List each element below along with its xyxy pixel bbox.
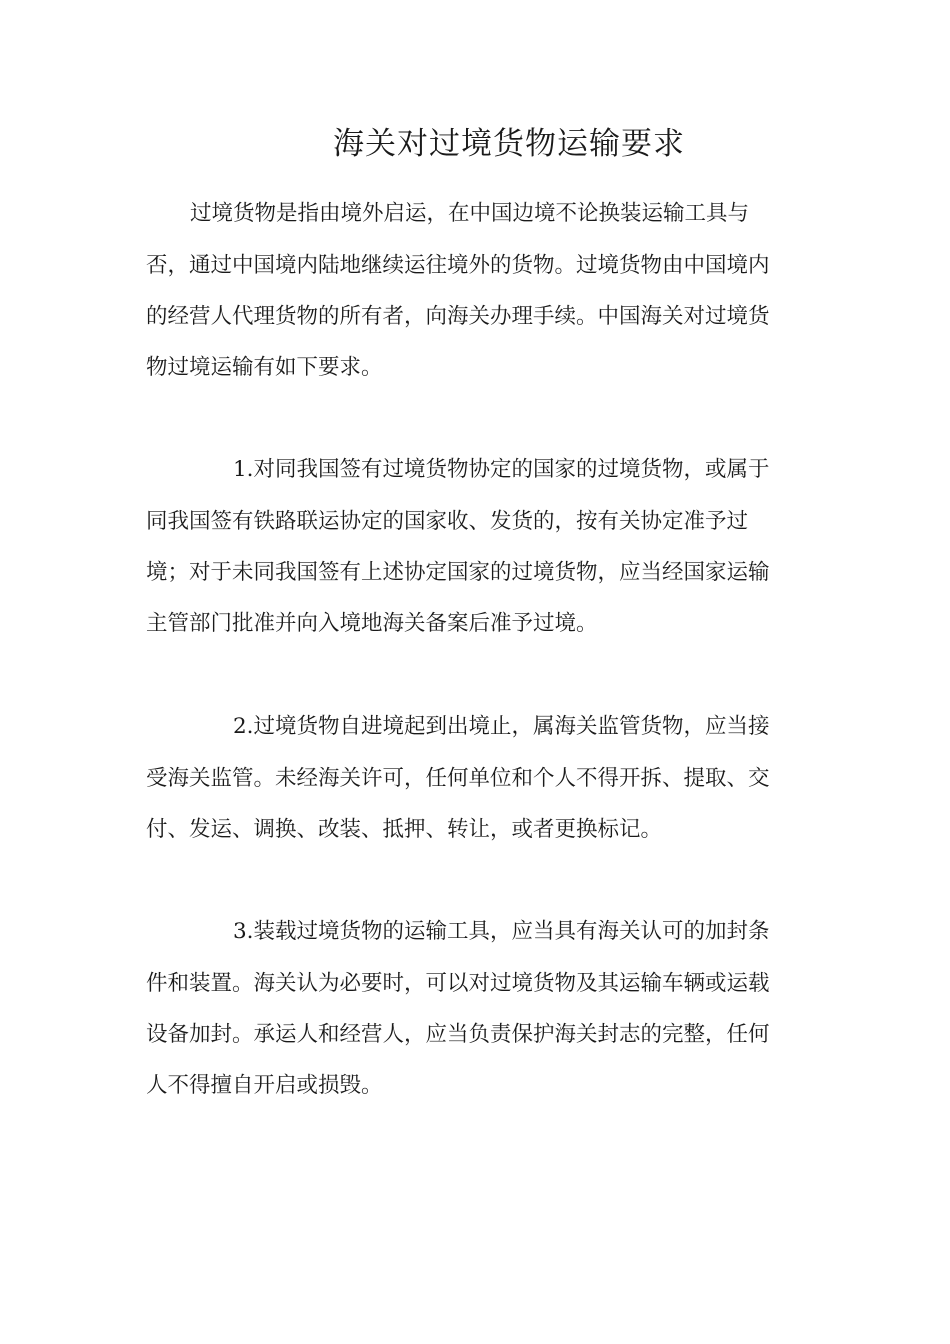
item-3-line: 设备加封。承运人和经营人，应当负责保护海关封志的完整，任何	[146, 1022, 770, 1047]
item-1-line: 同我国签有铁路联运协定的国家收、发货的，按有关协定准予过	[146, 509, 749, 534]
item-1-line: 1.对同我国签有过境货物协定的国家的过境货物，或属于	[233, 457, 770, 482]
intro-line: 过境货物是指由境外启运，在中国边境不论换装运输工具与	[190, 201, 750, 226]
item-2-line: 2.过境货物自进境起到出境止，属海关监管货物，应当接	[233, 714, 770, 739]
item-3-line: 件和装置。海关认为必要时，可以对过境货物及其运输车辆或运载	[146, 971, 770, 996]
item-2-line: 受海关监管。未经海关许可，任何单位和个人不得开拆、提取、交	[146, 766, 770, 791]
document-title: 海关对过境货物运输要求	[333, 126, 685, 162]
intro-line: 否，通过中国境内陆地继续运往境外的货物。过境货物由中国境内	[146, 253, 770, 278]
item-3-line: 3.装载过境货物的运输工具，应当具有海关认可的加封条	[233, 919, 770, 944]
item-1-line: 主管部门批准并向入境地海关备案后准予过境。	[146, 611, 598, 636]
item-2-line: 付、发运、调换、改装、抵押、转让，或者更换标记。	[146, 817, 663, 842]
item-3-line: 人不得擅自开启或损毁。	[146, 1073, 383, 1098]
intro-line: 的经营人代理货物的所有者，向海关办理手续。中国海关对过境货	[146, 304, 770, 329]
intro-line: 物过境运输有如下要求。	[146, 355, 383, 380]
item-1-line: 境；对于未同我国签有上述协定国家的过境货物，应当经国家运输	[146, 560, 770, 585]
